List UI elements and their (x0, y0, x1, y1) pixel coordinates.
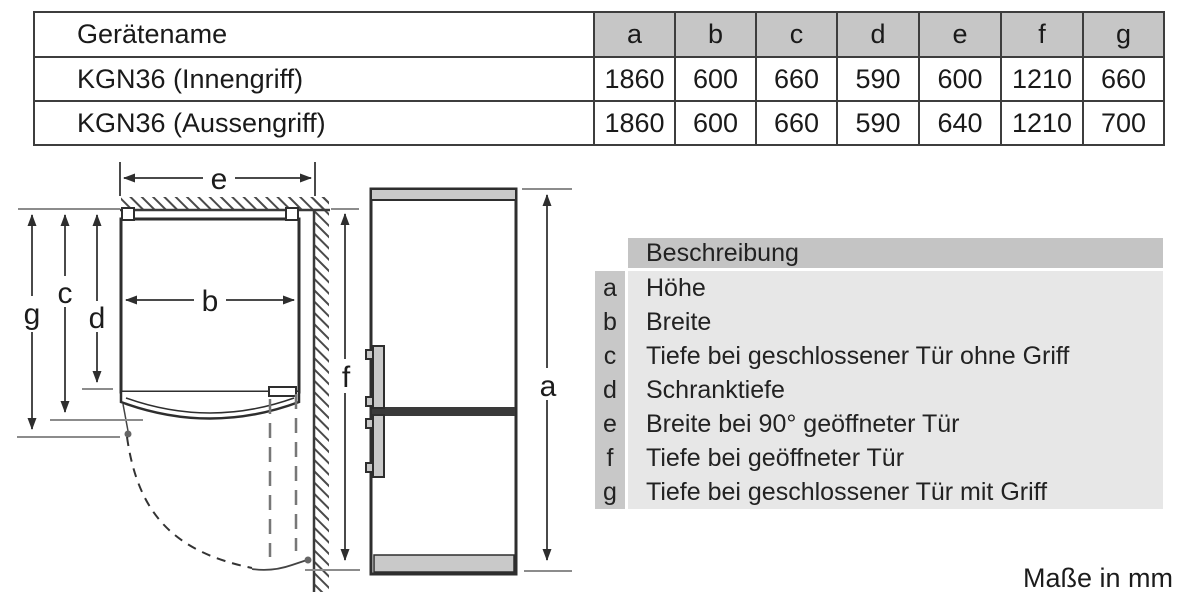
legend-key: d (595, 373, 628, 407)
legend-key: g (595, 475, 628, 509)
dimension-e (120, 162, 315, 196)
model-name: KGN36 (Aussengriff) (34, 101, 594, 145)
value-g: 700 (1083, 101, 1164, 145)
legend-table (595, 238, 1163, 509)
fridge-top-view (121, 208, 299, 438)
dimension-a (522, 189, 572, 571)
dim-label-e: e (210, 163, 228, 196)
header-e: e (919, 12, 1001, 57)
value-f: 1210 (1001, 101, 1083, 145)
model-name: KGN36 (Innengriff) (34, 57, 594, 101)
header-f: f (1001, 12, 1083, 57)
dim-label-d: d (88, 302, 106, 335)
side-view-top-cap (371, 189, 516, 200)
dim-label-a: a (539, 370, 557, 403)
door-pivot-dot (125, 431, 132, 438)
value-c: 660 (756, 57, 837, 101)
lower-door-handle (373, 415, 384, 477)
header-b: b (675, 12, 756, 57)
technical-drawing (0, 150, 600, 600)
dimensions-table (33, 11, 1165, 146)
value-a: 1860 (594, 57, 675, 101)
legend-label: Breite (628, 305, 1163, 339)
legend-row-a (595, 271, 1163, 305)
hinge-left (122, 208, 134, 220)
legend-label: Schranktiefe (628, 373, 1163, 407)
legend-header-spacer (595, 238, 628, 268)
header-d: d (837, 12, 919, 57)
header-geraetename: Gerätename (34, 12, 594, 57)
legend-row-d (595, 373, 1163, 407)
legend-key: a (595, 271, 628, 305)
wall-right (314, 197, 329, 592)
dim-label-c: c (57, 277, 73, 310)
header-g: g (1083, 12, 1164, 57)
value-b: 600 (675, 101, 756, 145)
legend-row-b (595, 305, 1163, 339)
value-d: 590 (837, 57, 919, 101)
dimension-d (82, 215, 113, 389)
legend-key: e (595, 407, 628, 441)
legend-header-row (595, 238, 1163, 268)
upper-door-handle (373, 346, 384, 408)
open-door-bottom (252, 559, 310, 570)
legend-label: Höhe (628, 271, 1163, 305)
value-e: 640 (919, 101, 1001, 145)
hinge-right (286, 208, 298, 220)
legend-key: f (595, 441, 628, 475)
value-f: 1210 (1001, 57, 1083, 101)
legend-header: Beschreibung (628, 238, 1163, 268)
legend-row-e (595, 407, 1163, 441)
table-row-innengriff (34, 57, 1164, 101)
freezer-divider (372, 407, 515, 416)
value-d: 590 (837, 101, 919, 145)
door-corner-line (123, 404, 128, 431)
legend-key: c (595, 339, 628, 373)
dim-label-f: f (341, 361, 351, 394)
legend-label: Tiefe bei geschlossener Tür ohne Griff (628, 339, 1163, 373)
table-row-aussengriff (34, 101, 1164, 145)
door-handle-top-view (269, 387, 296, 396)
dim-label-b: b (201, 285, 219, 318)
legend-label: Tiefe bei geöffneter Tür (628, 441, 1163, 475)
legend-key: b (595, 305, 628, 339)
legend-row-g (595, 475, 1163, 509)
value-c: 660 (756, 101, 837, 145)
dim-label-g: g (23, 298, 41, 331)
legend-label: Breite bei 90° geöffneter Tür (628, 407, 1163, 441)
plinth (374, 555, 514, 572)
value-a: 1860 (594, 101, 675, 145)
header-c: c (756, 12, 837, 57)
value-g: 660 (1083, 57, 1164, 101)
legend-label: Tiefe bei geschlossener Tür mit Griff (628, 475, 1163, 509)
units-note: Maße in mm (1023, 563, 1174, 593)
side-view-body (371, 189, 516, 574)
value-e: 600 (919, 57, 1001, 101)
legend-row-f (595, 441, 1163, 475)
fridge-side-view (366, 189, 516, 574)
table-header-row (34, 12, 1164, 57)
value-b: 600 (675, 57, 756, 101)
header-a: a (594, 12, 675, 57)
door-swing-arc (127, 437, 252, 568)
door-swing (127, 394, 312, 570)
open-door-hinge-dot (305, 557, 312, 564)
legend-row-c (595, 339, 1163, 373)
